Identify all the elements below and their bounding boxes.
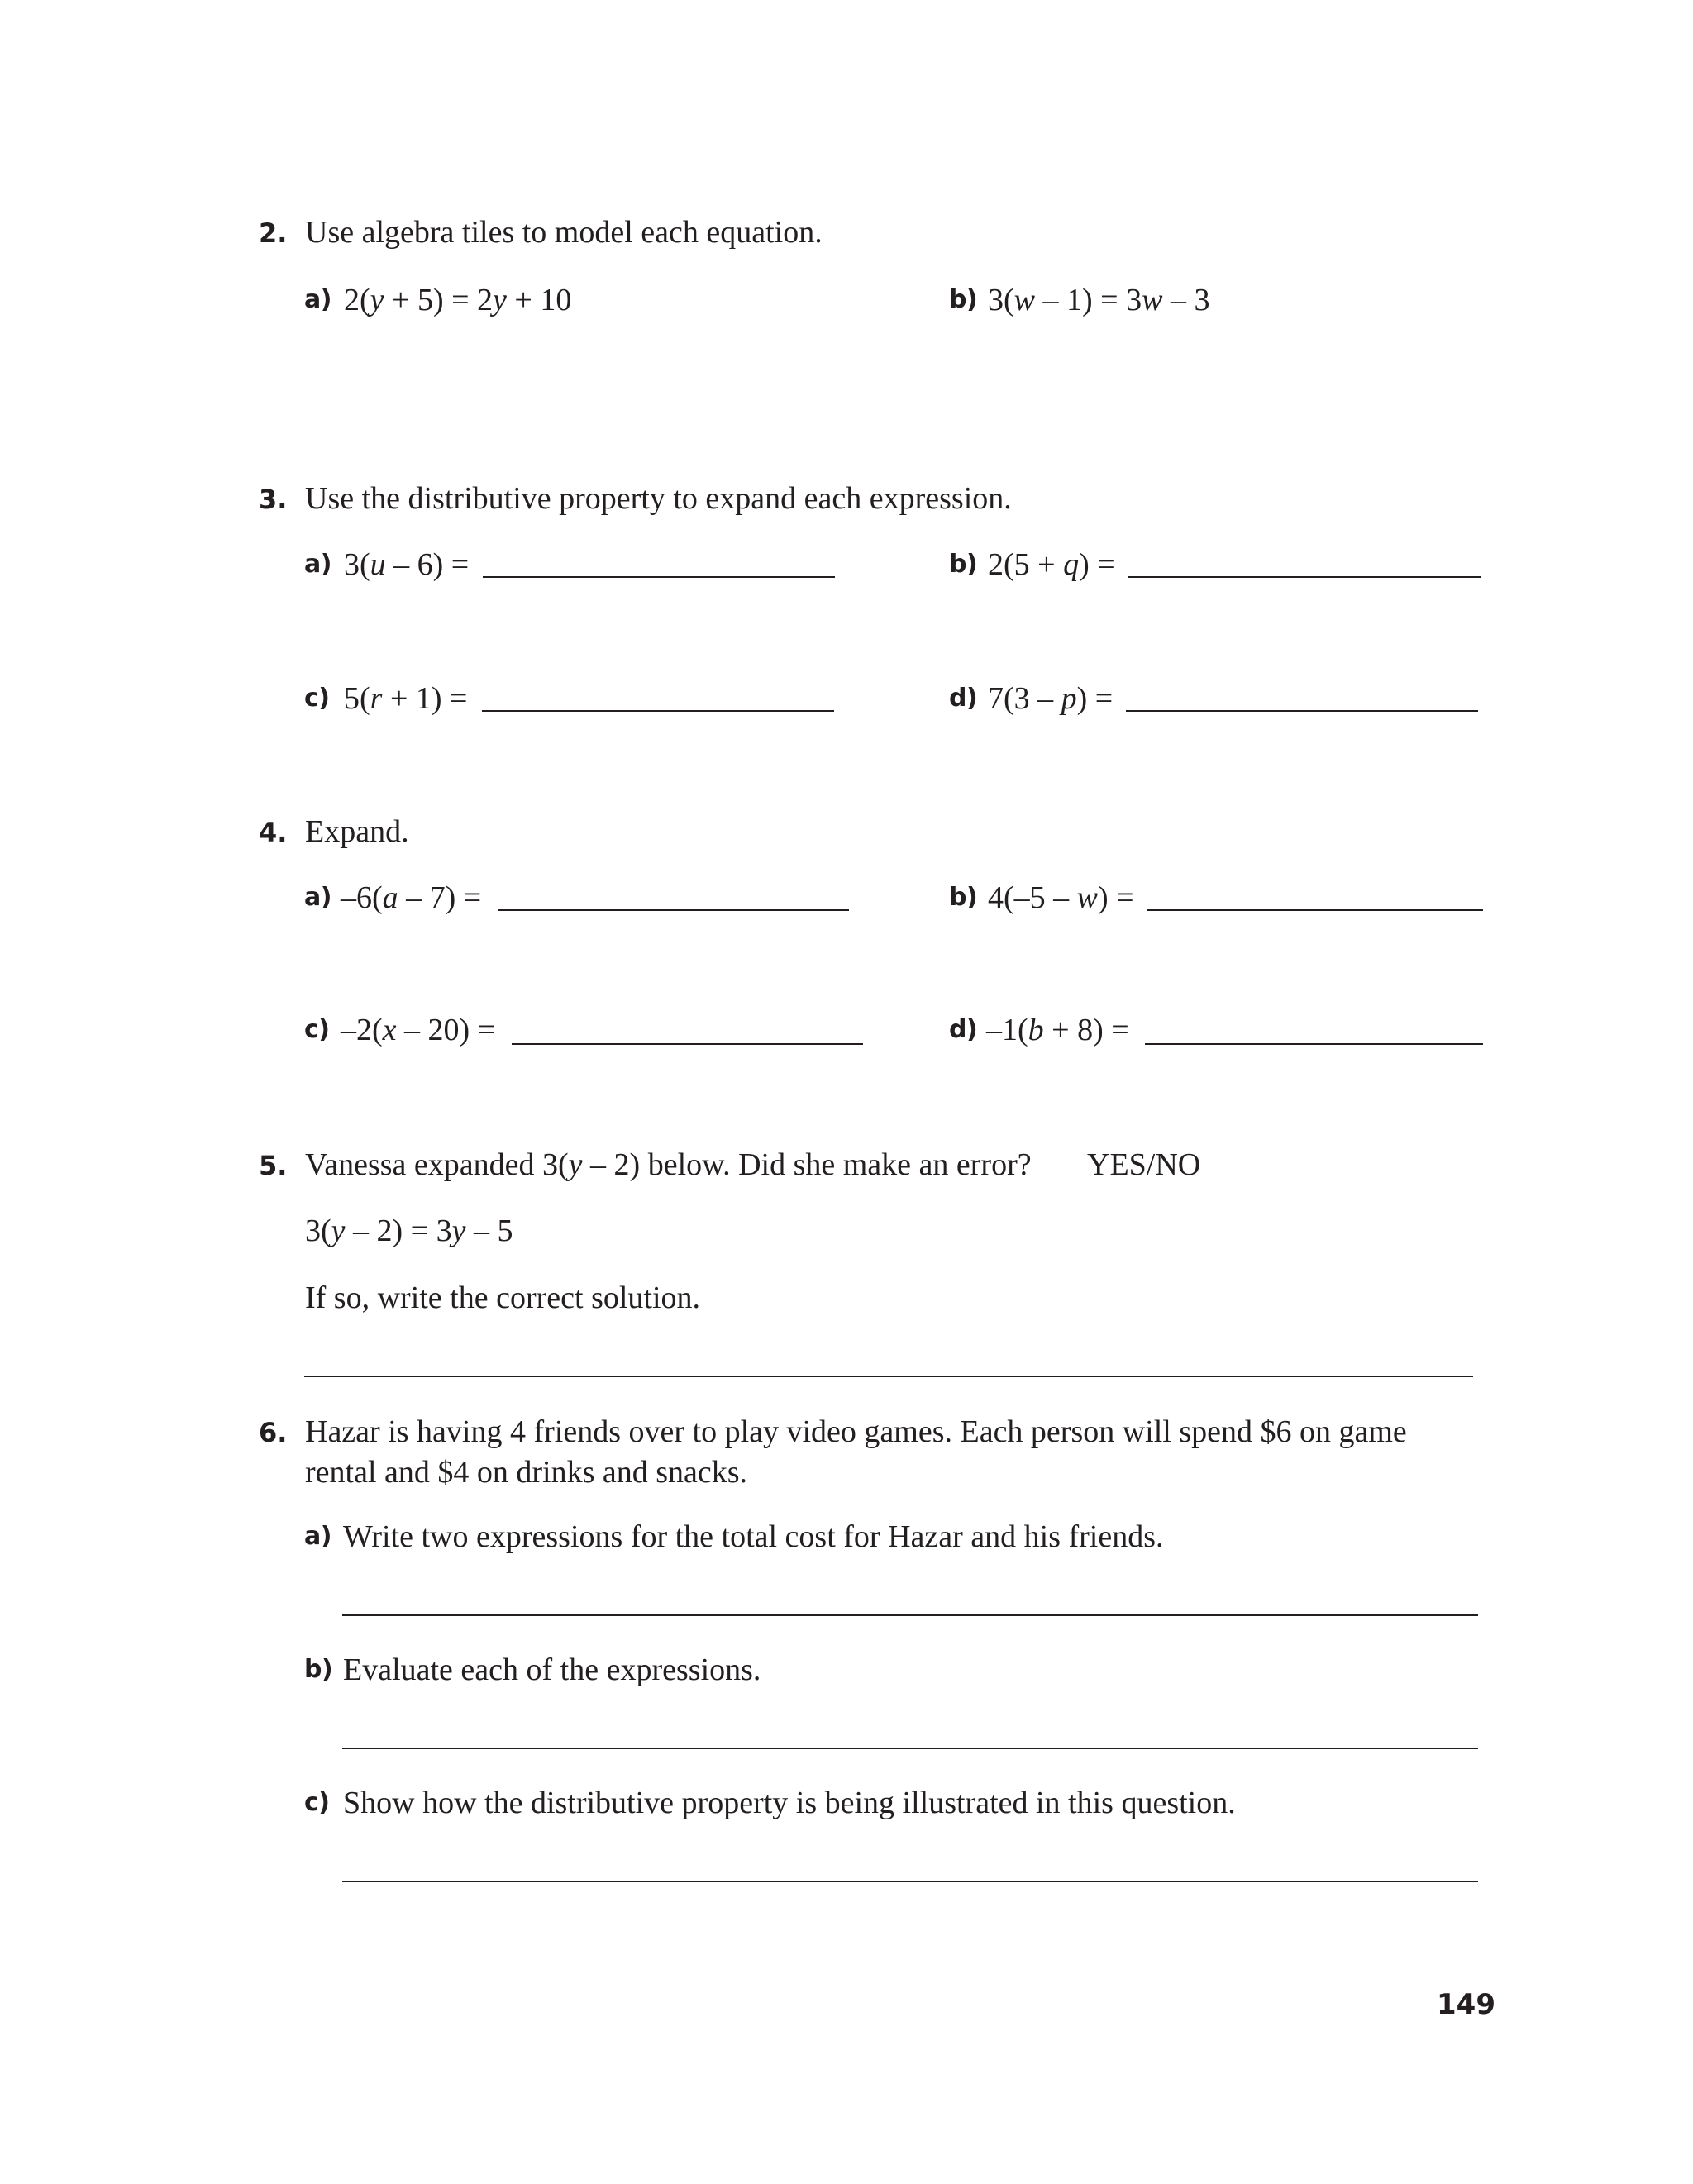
q4-part-a-expression: –6(a – 7) = (341, 880, 482, 915)
q6-part-b-label: b) (304, 1655, 333, 1684)
question-4-number: 4. (259, 817, 288, 848)
question-2-prompt: Use algebra tiles to model each equation. (305, 215, 823, 250)
question-3-number: 3. (259, 484, 288, 515)
q3-part-b-label: b) (949, 550, 978, 579)
question-5-vanessa-work: 3(y – 2) = 3y – 5 (305, 1214, 513, 1248)
page-number: 149 (1437, 1988, 1495, 2021)
q3-part-a-answer-line[interactable] (483, 576, 835, 578)
q4-part-b-label: b) (949, 883, 978, 912)
q6-part-a-text: Write two expressions for the total cost for Hazar and his friends. (343, 1519, 1164, 1554)
q2-part-b-equation: 3(w – 1) = 3w – 3 (988, 283, 1210, 317)
q4-part-d-expression: –1(b + 8) = (986, 1013, 1129, 1047)
question-3-prompt: Use the distributive property to expand each expression. (305, 481, 1012, 516)
question-4-prompt: Expand. (305, 814, 409, 849)
q3-part-a-label: a) (304, 550, 331, 579)
q4-part-d-answer-line[interactable] (1145, 1043, 1483, 1045)
q4-part-b-answer-line[interactable] (1147, 909, 1483, 911)
question-5-prompt: Vanessa expanded 3(y – 2) below. Did she make an error? (305, 1147, 1032, 1182)
q2-part-a-label: a) (304, 285, 331, 314)
q6-part-c-answer-line[interactable] (342, 1881, 1478, 1882)
question-2-number: 2. (259, 217, 288, 249)
question-5-number: 5. (259, 1150, 288, 1181)
q4-part-a-label: a) (304, 883, 331, 912)
q6-part-c-text: Show how the distributive property is being illustrated in this question. (343, 1786, 1236, 1820)
q3-part-c-label: c) (304, 684, 330, 713)
q4-part-c-answer-line[interactable] (512, 1043, 863, 1045)
q6-part-c-label: c) (304, 1788, 330, 1817)
q6-part-a-answer-line[interactable] (342, 1614, 1478, 1616)
q3-part-d-label: d) (949, 684, 978, 713)
q2-part-a-equation: 2(y + 5) = 2y + 10 (344, 283, 572, 317)
q4-part-d-label: d) (949, 1015, 978, 1044)
q4-part-c-expression: –2(x – 20) = (341, 1013, 496, 1047)
q6-part-a-label: a) (304, 1522, 331, 1551)
q3-part-c-expression: 5(r + 1) = (344, 681, 468, 716)
q4-part-b-expression: 4(–5 – w) = (988, 880, 1134, 915)
question-5-instruction: If so, write the correct solution. (305, 1280, 701, 1315)
q3-part-d-answer-line[interactable] (1126, 710, 1478, 712)
q6-part-b-answer-line[interactable] (342, 1748, 1478, 1749)
q4-part-a-answer-line[interactable] (498, 909, 849, 911)
question-6-prompt-line-1: Hazar is having 4 friends over to play video games. Each person will spend $6 on game (305, 1414, 1407, 1449)
q3-part-a-expression: 3(u – 6) = (344, 547, 470, 582)
q3-part-c-answer-line[interactable] (482, 710, 834, 712)
q5-answer-line[interactable] (304, 1376, 1473, 1377)
q2-part-b-label: b) (949, 285, 978, 314)
q3-part-d-expression: 7(3 – p) = (988, 681, 1114, 716)
q3-part-b-expression: 2(5 + q) = (988, 547, 1115, 582)
question-6-number: 6. (259, 1417, 288, 1448)
question-6-prompt-line-2: rental and $4 on drinks and snacks. (305, 1455, 748, 1490)
q3-part-b-answer-line[interactable] (1128, 576, 1481, 578)
q6-part-b-text: Evaluate each of the expressions. (343, 1652, 761, 1687)
q4-part-c-label: c) (304, 1015, 330, 1044)
question-5-yes-no-choice: YES/NO (1087, 1147, 1201, 1182)
